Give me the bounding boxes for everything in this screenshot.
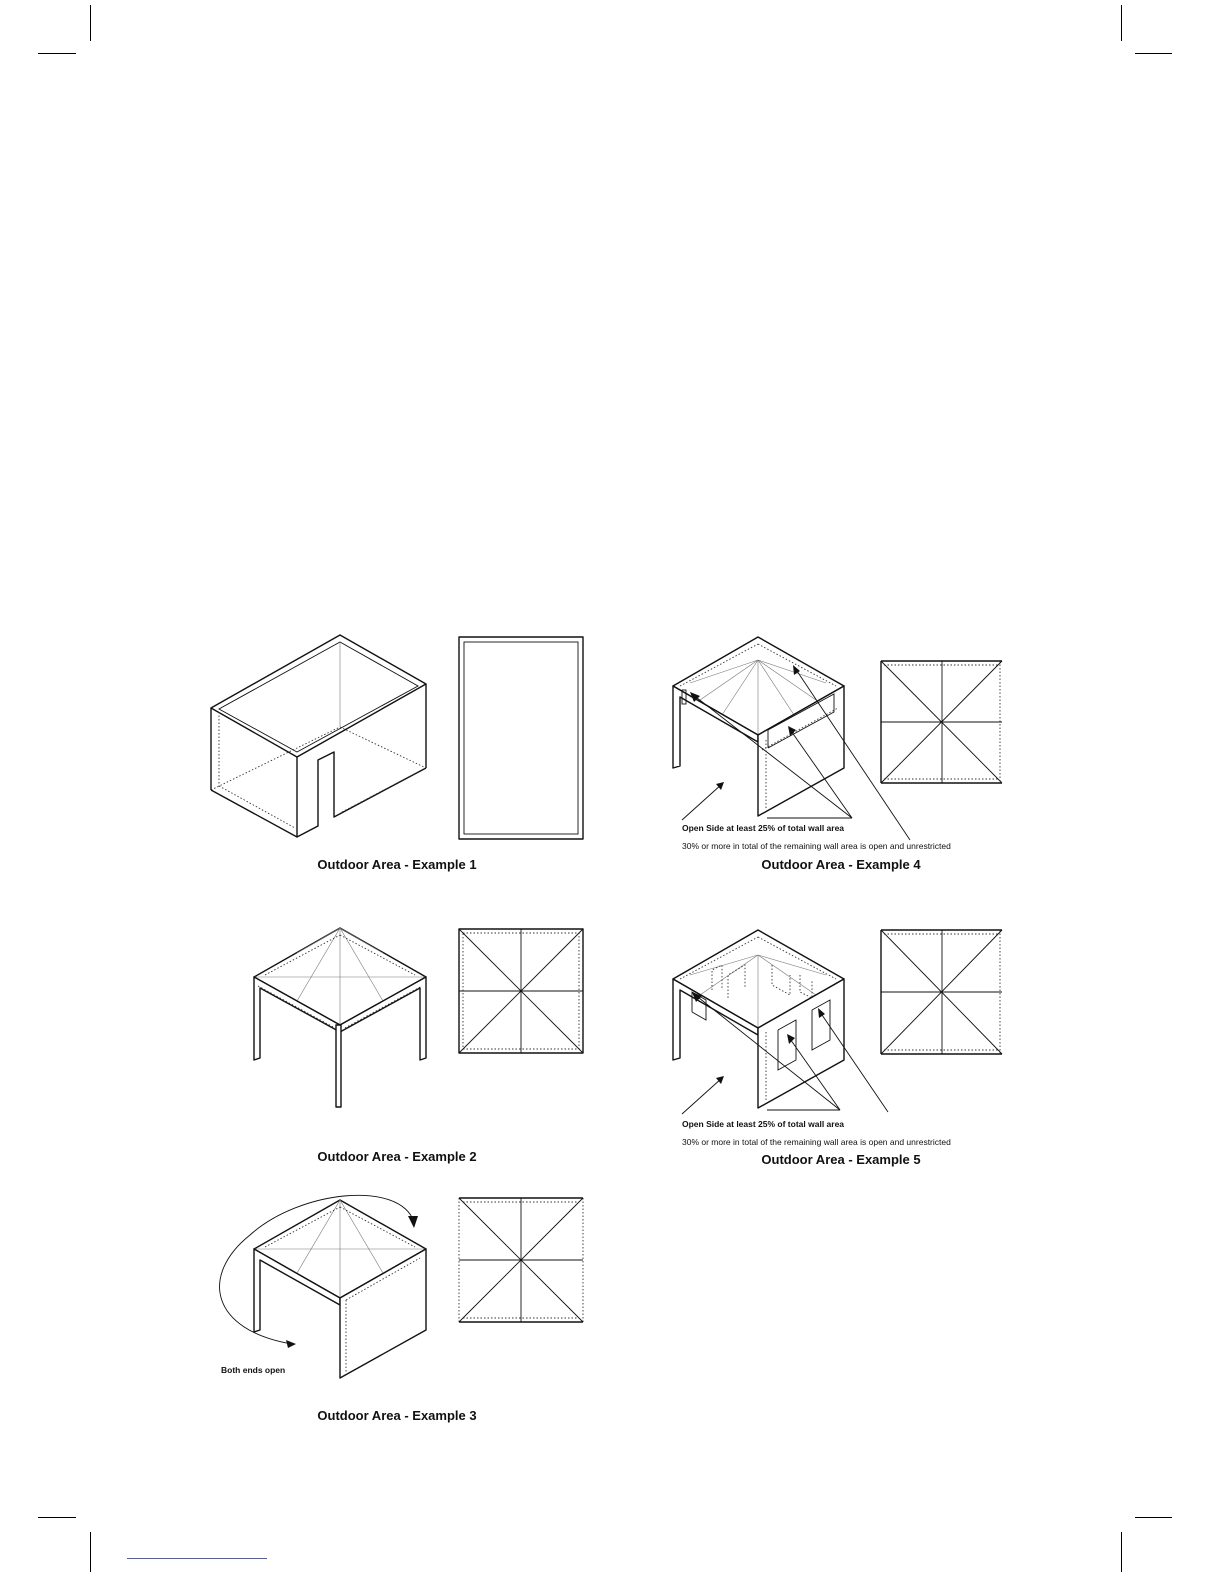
- example-3-caption: Outdoor Area - Example 3: [317, 1408, 477, 1423]
- example-4-remaining-wall-note: 30% or more in total of the remaining wall area is open and unrestricted: [682, 841, 951, 851]
- example-3-annotation: Both ends open: [221, 1365, 286, 1375]
- example-1-caption: Outdoor Area - Example 1: [317, 857, 477, 872]
- example-4-open-side-note: Open Side at least 25% of total wall area: [682, 823, 845, 833]
- example-2-caption: Outdoor Area - Example 2: [317, 1149, 477, 1164]
- example-5-open-side-note: Open Side at least 25% of total wall area: [682, 1119, 845, 1129]
- example-5-caption: Outdoor Area - Example 5: [761, 1152, 921, 1167]
- example-5-remaining-wall-note: 30% or more in total of the remaining wall area is open and unrestricted: [682, 1137, 951, 1147]
- example-4-caption: Outdoor Area - Example 4: [761, 857, 921, 872]
- footer-link-underline[interactable]: [127, 1558, 267, 1559]
